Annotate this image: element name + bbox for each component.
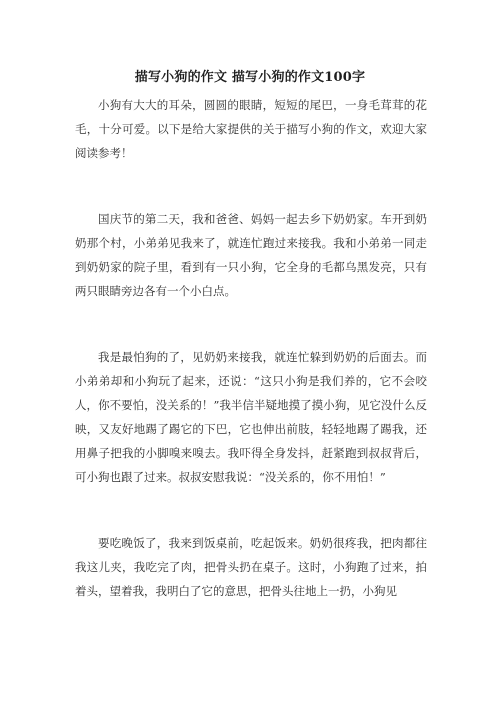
document-body: [75, 93, 427, 603]
paragraph-intro: 小狗有大大的耳朵，圆圆的眼睛，短短的尾巴，一身毛茸茸的花毛，十分可爱。以下是给大家提供的关于描写小狗的作文，欢迎大家阅读参考！: [75, 98, 427, 160]
paragraph-dinner: 要吃晚饭了，我来到饭桌前，吃起饭来。奶奶很疼我，把肉都往我这儿夹，我吃完了肉，把骨头扔在桌子。这时，小狗跑了过来，拍着头，望着我，我明白了它的意思，把骨头往地上一扔，小狗见: [75, 536, 427, 598]
document-title: 描写小狗的作文 描写小狗的作文100字: [134, 70, 366, 85]
paragraph-spacer: [75, 489, 427, 531]
paragraph-spacer: [75, 165, 427, 207]
paragraph-afraid-of-dog: 我是最怕狗的了，见奶奶来接我，就连忙躲到奶奶的后面去。而小弟弟却和小狗玩了起来，还说：“这只小狗是我们养的，它不会咬人，你不要怕，没关系的！”我半信半疑地摸了摸小狗，见它没什么反映，又友好地踢了踢它的下巴，它也伸出前肢，轻轻地踢了踢我，还用鼻子把我的小脚嗅来嗅去。我吓得全身发抖，赶紧跑到叔叔背后，可小狗也跟了过来。叔叔安慰我说：“没关系的，你不用怕！”: [75, 350, 427, 484]
paragraph-national-day: 国庆节的第二天，我和爸爸、妈妈一起去乡下奶奶家。车开到奶奶那个村，小弟弟见我来了，就连忙跑过来接我。我和小弟弟一同走到奶奶家的院子里，看到有一只小狗，它全身的毛都乌黑发亮，只有两只眼睛旁边各有一个小白点。: [75, 212, 427, 298]
paragraph-spacer: [75, 303, 427, 345]
